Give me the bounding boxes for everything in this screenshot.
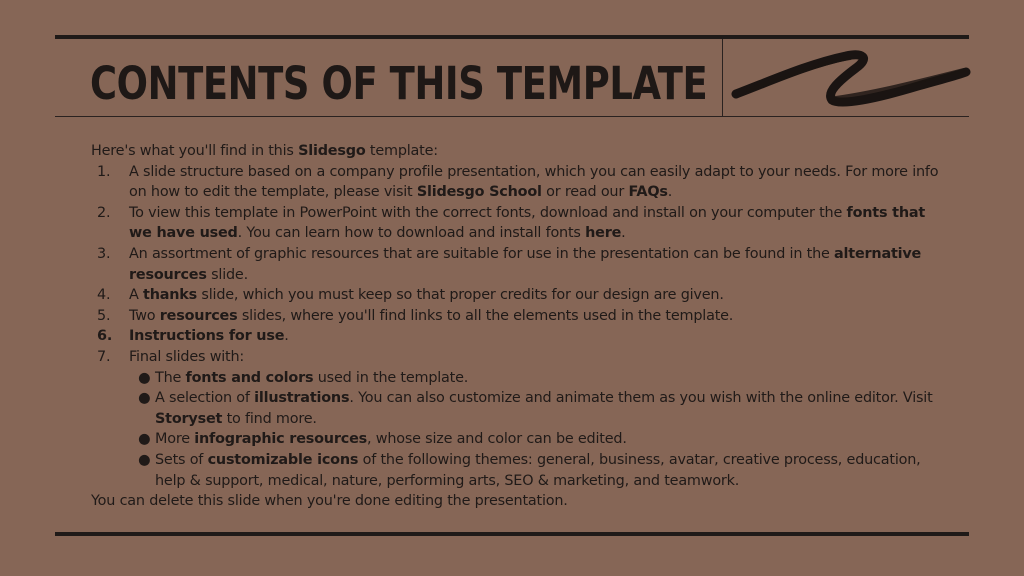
list-number: 3. — [97, 245, 111, 262]
outro-text: You can delete this slide when you're done editing the presentation. — [91, 493, 568, 510]
link-faqs[interactable]: FAQs — [628, 184, 668, 201]
link-slidesgo[interactable]: Slidesgo — [298, 143, 366, 159]
sub-list-item: ● The fonts and colors used in the template. — [129, 368, 951, 389]
link-fonts-colors[interactable]: fonts and colors — [185, 369, 314, 386]
content-body — [91, 141, 951, 512]
list-item: 4. A thanks slide, which you must keep so that proper credits for our design are given. — [91, 285, 951, 306]
link-infographic-resources[interactable]: infographic resources — [194, 431, 368, 448]
link-customizable-icons[interactable]: customizable icons — [207, 451, 359, 468]
contents-list — [91, 162, 951, 492]
bottom-rule — [55, 532, 969, 536]
list-number: 5. — [97, 307, 111, 324]
link-storyset[interactable]: Storyset — [155, 410, 223, 427]
slide-title: CONTENTS OF THIS TEMPLATE — [90, 57, 708, 110]
list-item: 6. Instructions for use. — [91, 326, 951, 347]
list-number: 2. — [97, 204, 111, 221]
list-item: 7. Final slides with: ● The fonts and colors used in the template. ● A selection of illustrations. You can also customize and animate them as you wish with the online editor. Visit Storyset to find more. ● More infographic resources, whose size and color can be edited. ● Sets of customizable icons of the following themes: general, business, avatar, creative process, education, help & support, medical, nature, performing arts, SEO & marketing, and teamwork. — [91, 347, 951, 491]
list-number: 4. — [97, 287, 111, 304]
title-divider — [722, 39, 723, 116]
link-instructions[interactable]: Instructions for use — [129, 328, 285, 345]
bullet: ● — [138, 390, 151, 407]
top-rule — [55, 35, 969, 39]
scribble-decoration — [728, 42, 973, 112]
sub-list-item: ● Sets of customizable icons of the following themes: general, business, avatar, creative process, education, help & support, medical, nature, performing arts, SEO & marketing, and teamwork. — [138, 451, 921, 489]
list-number: 1. — [97, 163, 111, 180]
list-item: 1. A slide structure based on a company profile presentation, which you can easily adapt to your needs. For more info on how to edit the template, please visit Slidesgo School or read our FAQs. — [97, 163, 939, 201]
link-alternative-resources[interactable]: alternative resources — [129, 245, 922, 283]
sub-list-item: ● More infographic resources, whose size and color can be edited. — [129, 429, 951, 450]
list-item: 2. To view this template in PowerPoint with the correct fonts, download and install on your computer the fonts that we have used. You can learn how to download and install fonts here. — [97, 204, 926, 242]
list-number: 6. — [97, 328, 113, 345]
final-slides-list — [129, 368, 951, 492]
bullet: ● — [138, 369, 151, 386]
list-item: 3. An assortment of graphic resources that are suitable for use in the presentation can be found in the alternative resources slide. — [97, 245, 922, 283]
bullet: ● — [138, 451, 151, 468]
list-number: 7. — [97, 348, 111, 365]
link-illustrations[interactable]: illustrations — [254, 390, 350, 407]
bullet: ● — [138, 431, 151, 448]
link-thanks[interactable]: thanks — [143, 287, 198, 304]
list-item: 5. Two resources slides, where you'll find links to all the elements used in the template. — [91, 306, 951, 327]
title-underline — [55, 116, 969, 117]
link-fonts-used[interactable]: fonts that we have used — [129, 204, 926, 242]
intro-text: Here's what you'll find in this Slidesgo template: — [91, 143, 438, 159]
sub-list-item: ● A selection of illustrations. You can also customize and animate them as you wish with the online editor. Visit Storyset to find more. — [138, 390, 933, 427]
link-here[interactable]: here — [585, 225, 622, 242]
link-slidesgo-school[interactable]: Slidesgo School — [416, 184, 542, 201]
link-resources[interactable]: resources — [159, 307, 238, 324]
